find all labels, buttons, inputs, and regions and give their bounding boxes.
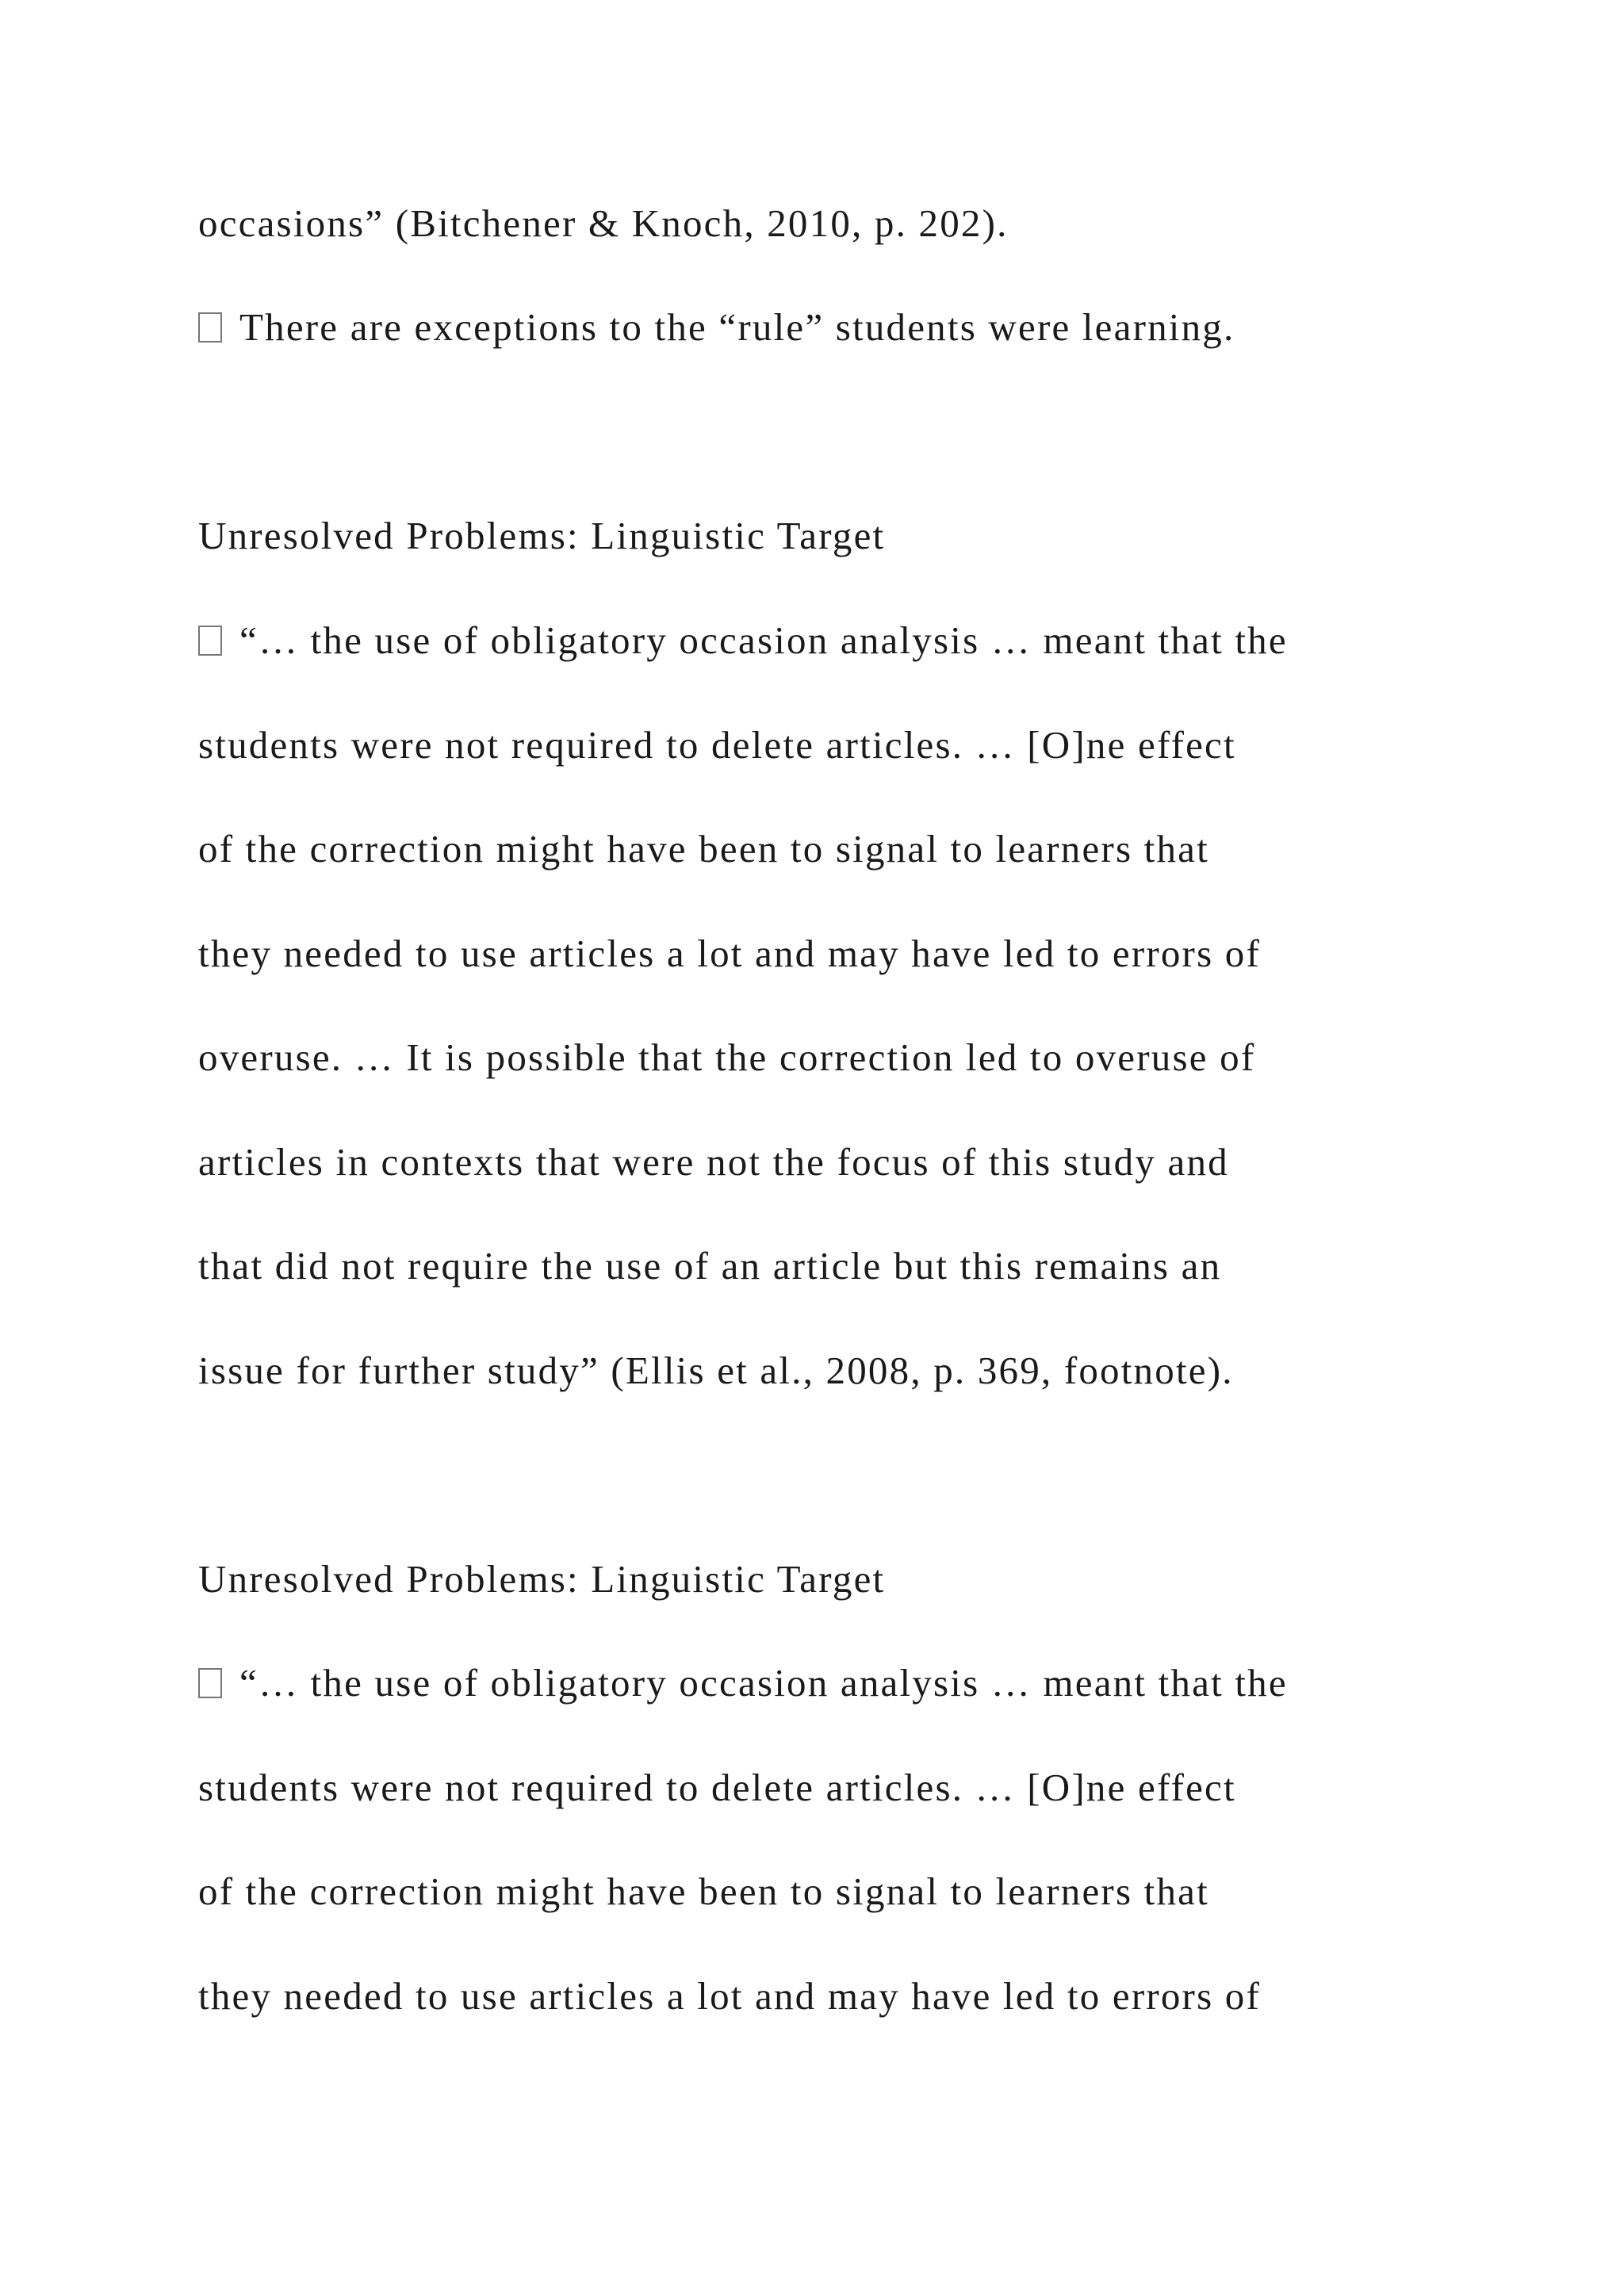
- text-line: [198, 1764, 1236, 1812]
- text-line: [198, 1034, 1255, 1081]
- text-line: [198, 721, 1236, 769]
- line-text: they needed to use articles a lot and may have led to errors of: [198, 932, 1262, 975]
- line-text: of the correction might have been to signal to learners that: [198, 827, 1209, 871]
- bullet-box-icon: [198, 312, 222, 342]
- bullet-box-icon: [198, 1668, 222, 1698]
- line-text: overuse. … It is possible that the correction led to overuse of: [198, 1035, 1256, 1079]
- text-line: [198, 1347, 1234, 1395]
- text-line: [198, 1973, 1261, 2020]
- text-line: [198, 1138, 1229, 1186]
- line-text: There are exceptions to the “rule” students were learning.: [239, 305, 1235, 349]
- bullet-line: [198, 1659, 1288, 1707]
- text-line: [198, 1242, 1221, 1290]
- line-text: that did not require the use of an article but this remains an: [198, 1244, 1222, 1288]
- section-heading: [198, 512, 885, 560]
- line-text: of the correction might have been to signal to learners that: [198, 1869, 1209, 1913]
- line-text: students were not required to delete articles. … [O]ne effect: [198, 1766, 1236, 1809]
- line-text: students were not required to delete articles. … [O]ne effect: [198, 723, 1236, 767]
- bullet-line: [198, 304, 1235, 351]
- line-text: articles in contexts that were not the focus of this study and: [198, 1140, 1229, 1184]
- heading-text: Unresolved Problems: Linguistic Target: [198, 514, 886, 557]
- bullet-line: [198, 617, 1288, 664]
- line-text: issue for further study” (Ellis et al., 2008, p. 369, footnote).: [198, 1349, 1234, 1392]
- text-line: [198, 1868, 1209, 1915]
- section-heading: [198, 1556, 885, 1603]
- line-text: “… the use of obligatory occasion analysis … meant that the: [239, 1661, 1288, 1705]
- text-line: [198, 200, 1009, 247]
- text-line: [198, 930, 1261, 978]
- heading-text: Unresolved Problems: Linguistic Target: [198, 1557, 886, 1601]
- bullet-box-icon: [198, 626, 222, 656]
- text-line: [198, 825, 1209, 873]
- line-text: “… the use of obligatory occasion analysis … meant that the: [239, 618, 1288, 662]
- line-text: they needed to use articles a lot and may have led to errors of: [198, 1974, 1262, 2018]
- line-text: occasions” (Bitchener & Knoch, 2010, p. 202).: [198, 201, 1009, 245]
